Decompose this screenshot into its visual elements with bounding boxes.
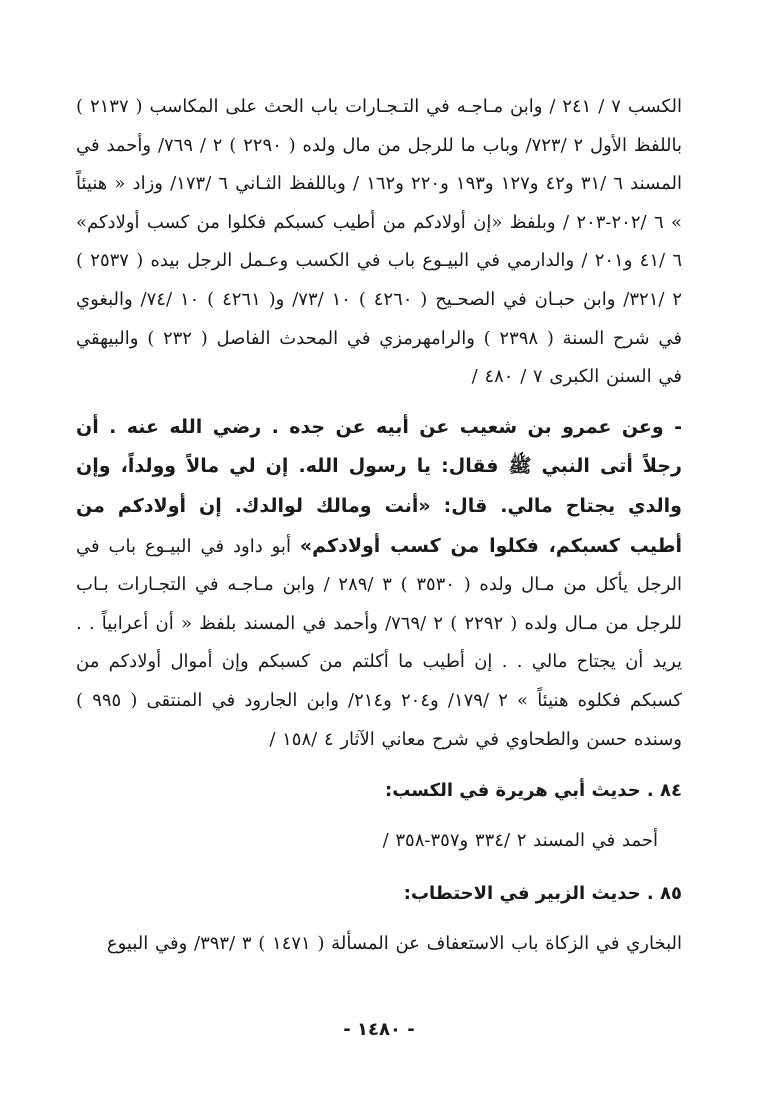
section-heading-85: ٨٥ . حديث الزبير في الاحتطاب: xyxy=(403,882,682,904)
page-number: - ١٤٨٠ - xyxy=(343,1019,415,1040)
hadith-sources: أبو داود في البيـوع باب في الرجل يأكل من مـال ولده ( ٣٥٣٠ ) ٣ /٢٨٩ / وابن مـاجـه في التجـارات بـاب للرجل من مـال ولده ( ٢٢٩٢ ) ٢ /٧٦٩/ وأحمد في المسند بلفظ « أن أعرابياً . . يريد أن يجتاح مالي . . إن أطيب ما أكلتم من كسبكم وإن أموال أولادكم من كسبكم فكلوه هنيئاً » ٢ /١٧٩/ و٢٠٤ و٢١٤/ وابن الجارود في المنتقى ( ٩٩٥ ) وسنده حسن والطحاوي في شرح معاني الآثار ٤ /١٥٨ / xyxy=(76,535,682,750)
spacer xyxy=(76,397,682,408)
hadith-text: - وعن عمرو بن شعيب عن أبيه عن جده . رضي الله عنه . أن رجلاً أتى النبي ﷺ فقال: يا رسول الله. إن لي مالاً وولداً، وإن والدي يجتاح مالي. قال: «أنت ومالك لوالدك. إن أولادكم من أطيب كسبكم، فكلوا من كسب أولادكم» xyxy=(76,415,682,557)
hadith-paragraph xyxy=(76,408,682,759)
references-paragraph: الكسب ٧ / ٢٤١ / وابن مـاجـه في التـجـارات باب الحث على المكاسب ( ٢١٣٧ ) باللفظ الأول ٢ /٧٢٣/ وباب ما للرجل من مال ولده ( ٢٢٩٠ ) ٢ / ٧٦٩/ وأحمد في المسند ٦ /٣١ و٤٢ و١٢٧ و١٩٣ و٢٢٠ و١٦٢ / وباللفظ الثـاني ٦ /١٧٣/ وزاد « هنيئاً » ٦ /٢٠٢-٢٠٣ / وبلفظ «إن أولادكم من أطيب كسبكم فكلوا من كسب أولادكم» ٦ /٤١ و٢٠١ / والدارمي في البيـوع باب في الكسب وعـمل الرجل بيده ( ٢٥٣٧ ) ٢ /٣٢١/ وابن حبـان في الصحـيح ( ٤٢٦٠ ) ١٠ /٧٣/ و( ٤٢٦١ ) ١٠ /٧٤/ والبغوي في شرح السنة ( ٢٣٩٨ ) والرامهرمزي في المحدث الفاصل ( ٢٣٢ ) والبيهقي في السنن الكبرى ٧ / ٤٨٠ / xyxy=(76,96,683,388)
spacer xyxy=(76,913,682,925)
spacer xyxy=(76,759,682,772)
section-text-84: أحمد في المسند ٢ /٣٣٤ و٣٥٧-٣٥٨ / xyxy=(382,830,658,852)
section-heading-84: ٨٤ . حديث أبي هريرة في الكسب: xyxy=(385,780,682,802)
spacer xyxy=(76,861,682,875)
document-page xyxy=(76,88,682,1068)
spacer xyxy=(76,810,682,822)
section-text-85: البخاري في الزكاة باب الاستعفاف عن المسألة ( ١٤٧١ ) ٣ /٣٩٣/ وفي البيوع xyxy=(106,932,682,954)
